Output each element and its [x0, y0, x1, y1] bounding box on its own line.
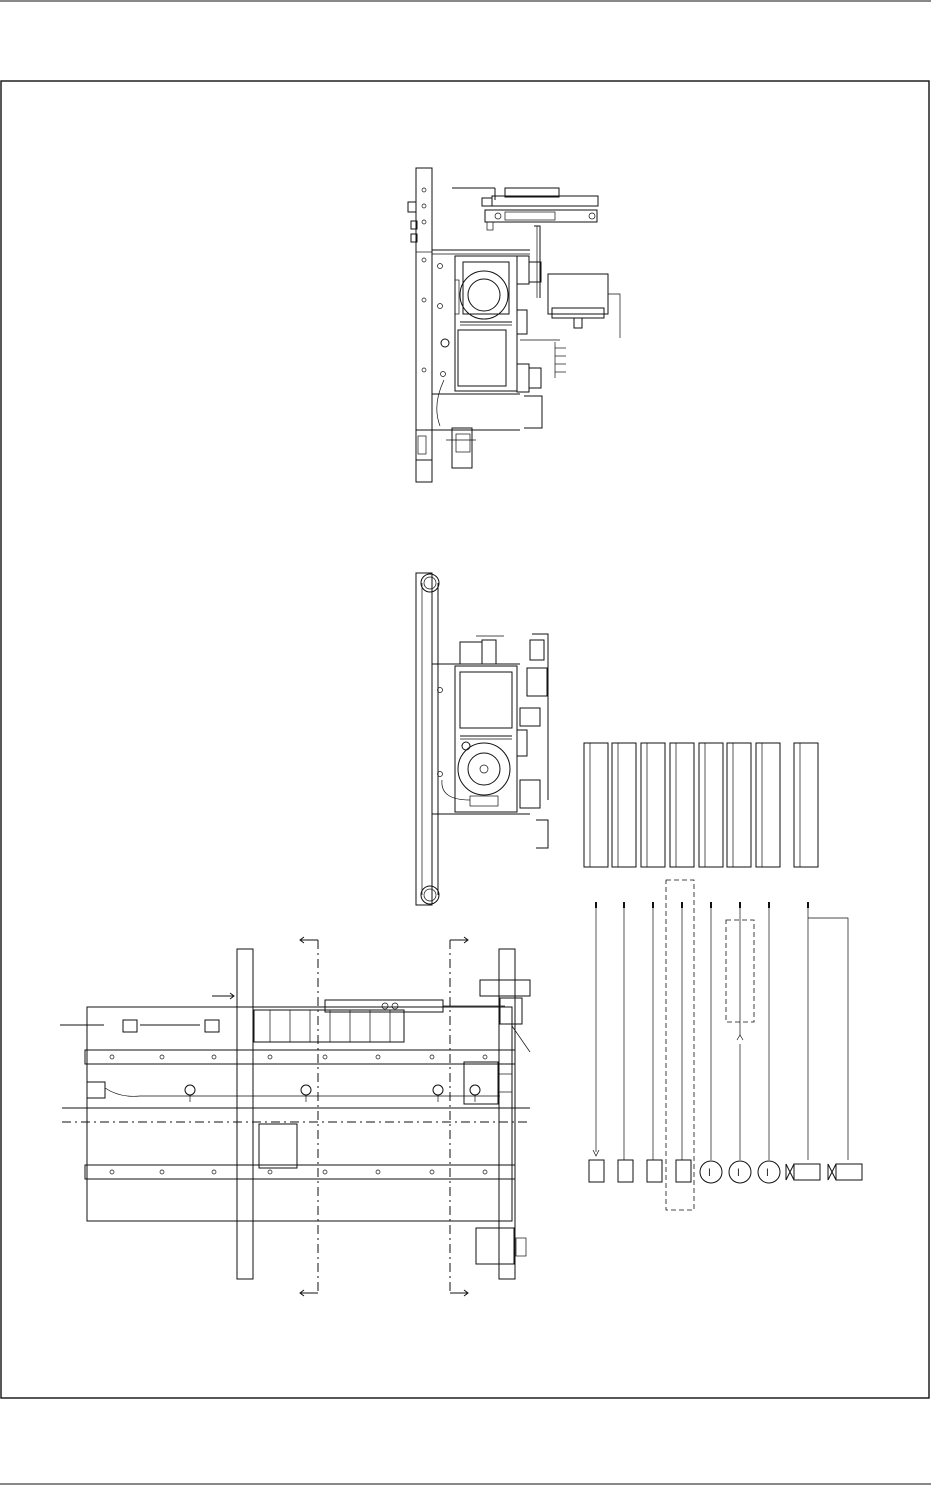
- terminal-box: [647, 1160, 662, 1182]
- valve-symbol: [828, 1164, 862, 1180]
- drive-wheel-lower-outer: [458, 743, 510, 795]
- connector-block: [794, 743, 818, 867]
- connector-blocks: [584, 743, 818, 867]
- terminal-box: [589, 1160, 604, 1182]
- connector-block: [670, 743, 694, 867]
- sensor-circle: [758, 1161, 780, 1183]
- connector-block: [727, 743, 751, 867]
- top-assembly-view: [408, 168, 620, 482]
- connector-block: [641, 743, 665, 867]
- drive-wheel-outer: [460, 271, 508, 319]
- svg-text:l: l: [737, 1168, 740, 1179]
- sensor-circle: [700, 1161, 722, 1183]
- drive-wheel-inner: [468, 279, 500, 311]
- drive-wheel-lower-inner: [468, 753, 500, 785]
- connector-block: [612, 743, 636, 867]
- plan-view: [60, 937, 530, 1296]
- connector-block: [584, 743, 608, 867]
- drawing-frame: [1, 81, 929, 1398]
- connector-block: [756, 743, 780, 867]
- sensor-circle: [729, 1161, 751, 1183]
- terminal-box: [618, 1160, 633, 1182]
- connector-block: [699, 743, 723, 867]
- svg-text:l: l: [708, 1168, 711, 1179]
- terminal-box: [676, 1160, 691, 1182]
- middle-assembly-view: [416, 573, 548, 905]
- valve-symbol: [786, 1164, 820, 1180]
- wiring-schematic: [589, 880, 862, 1210]
- svg-text:l: l: [766, 1168, 769, 1179]
